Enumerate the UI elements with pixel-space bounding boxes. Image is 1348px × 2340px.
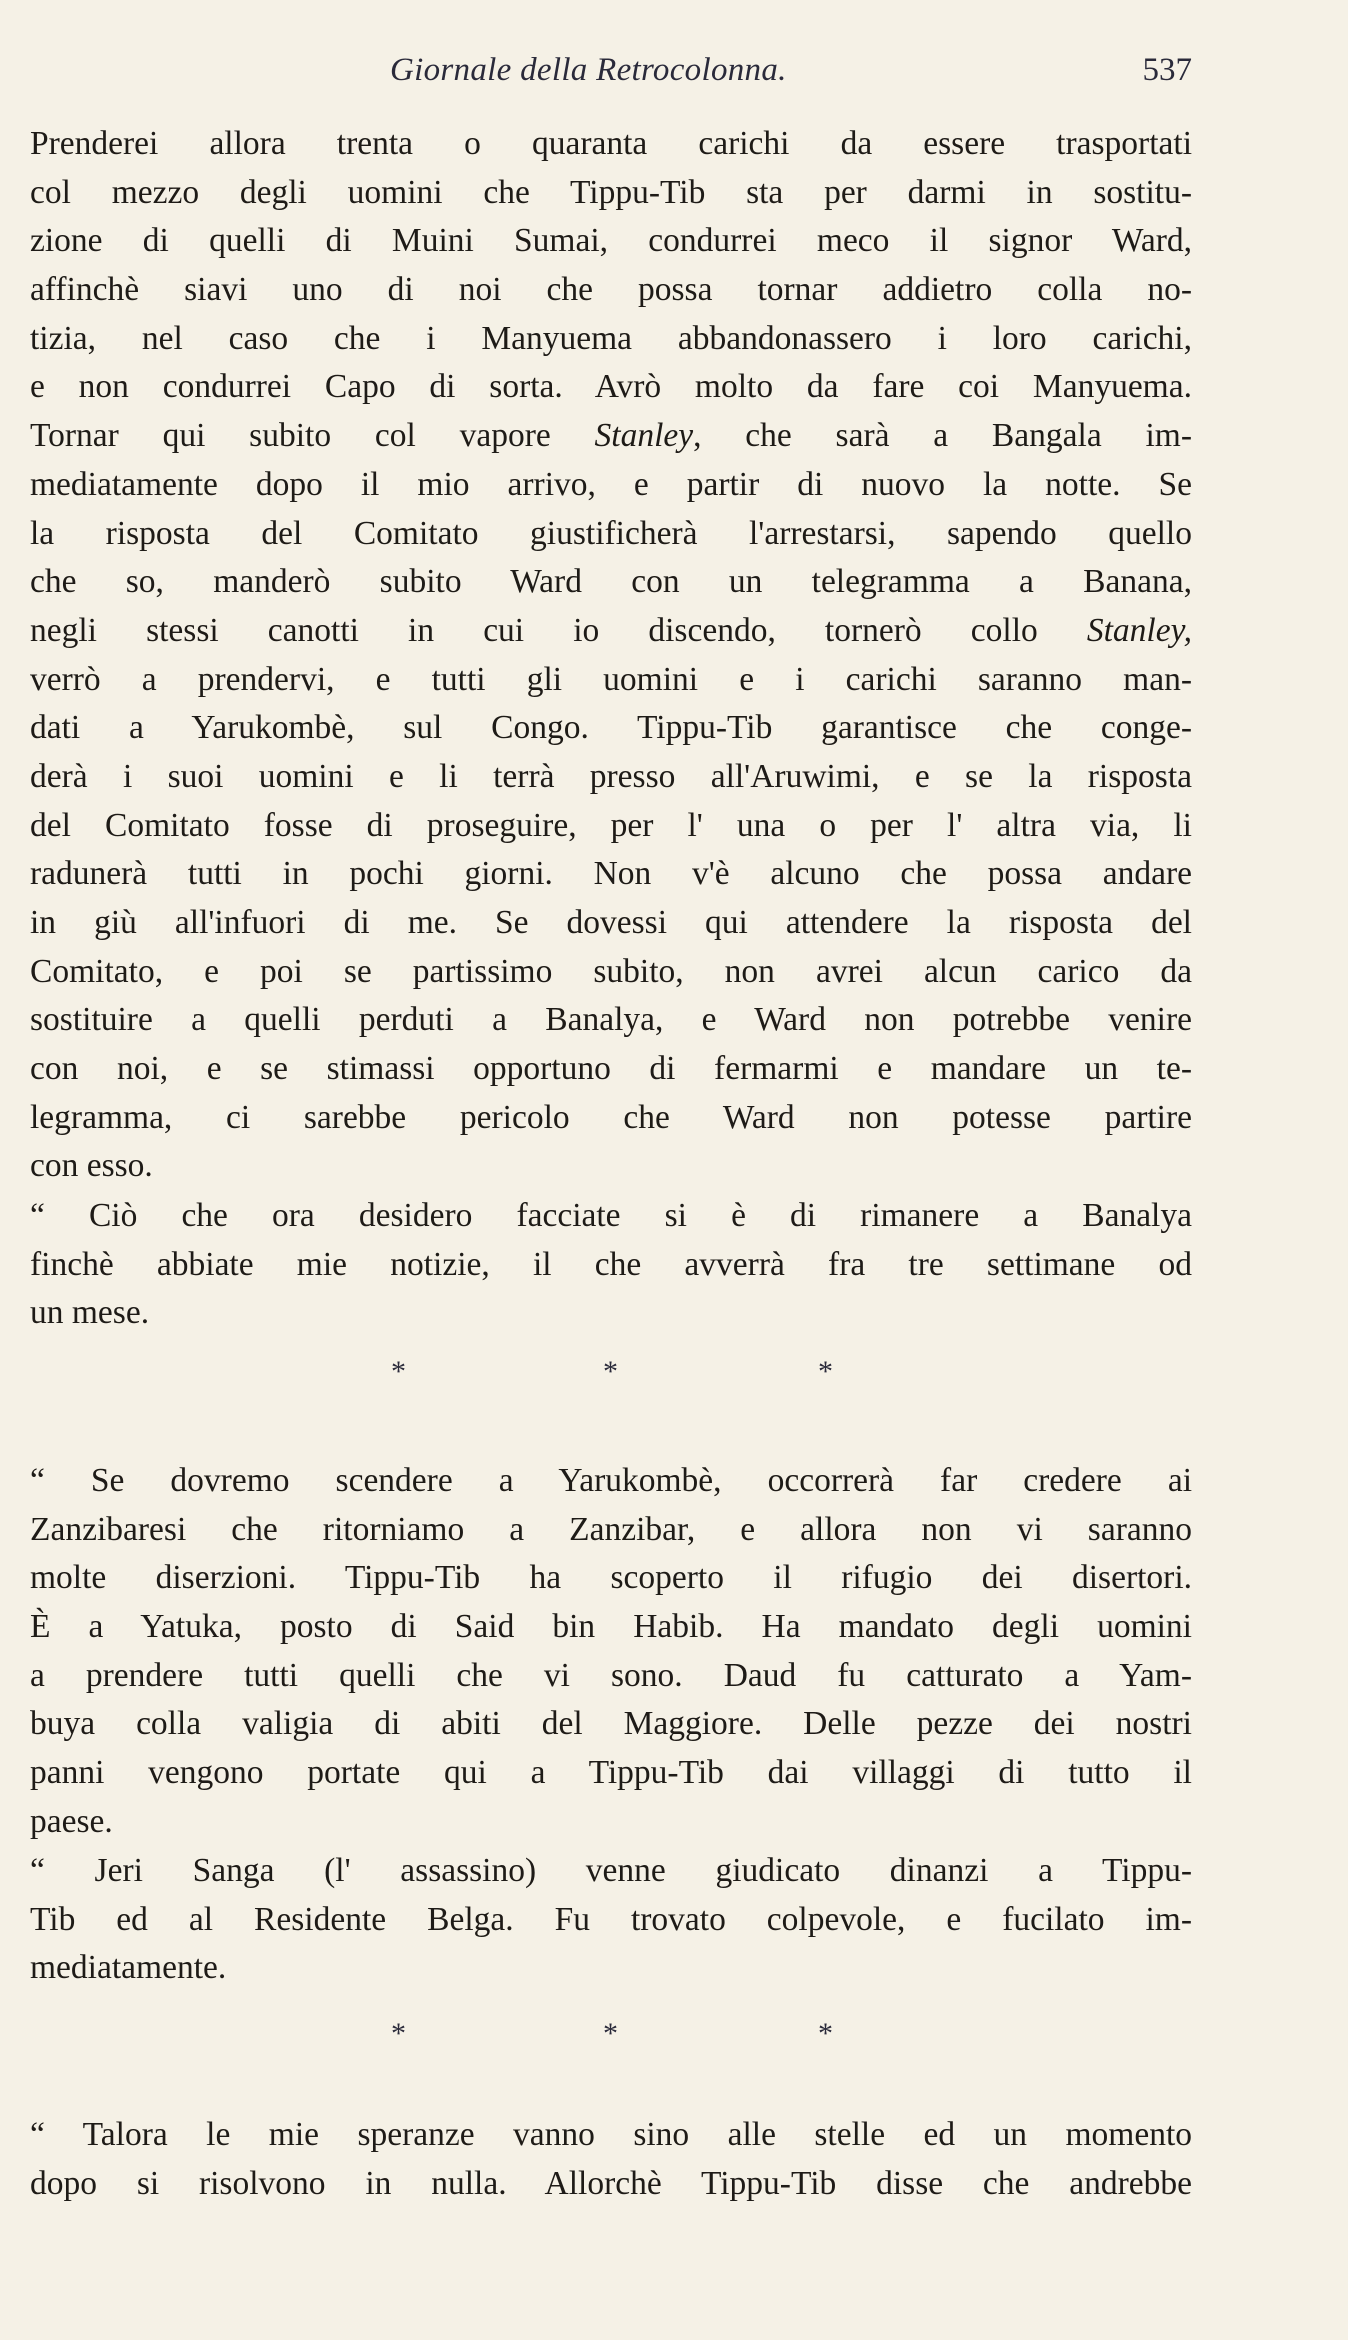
line-text: e non condurrei Capo di sorta. Avrò molto da fare coi Manyuema. [30,368,1192,406]
text-line [30,1749,1192,1798]
text-line [30,266,1192,315]
line-text: mediatamente. [30,1949,227,1987]
asterisk: * [603,1355,618,1388]
line-text: mediatamente dopo il mio arrivo, e partir di nuovo la notte. Se [30,465,1192,503]
line-text: paese. [30,1802,113,1840]
paragraph [30,1192,1192,1338]
line-text: negli stessi canotti in cui io discendo, tornerò collo [30,611,1087,649]
line-text: un mese. [30,1294,150,1332]
line-text: buya colla valigia di abiti del Maggiore. Delle pezze dei nostri [30,1705,1192,1743]
text-line [30,217,1192,266]
text-line [30,1603,1192,1652]
text-line [30,607,1192,656]
text-line [30,315,1192,364]
text-line [30,2111,1192,2160]
italic-text: Stanley [594,417,694,455]
text-line [30,704,1192,753]
text-line [30,1944,1192,1993]
line-text: col mezzo degli uomini che Tippu-Tib sta per darmi in sostitu- [30,173,1192,211]
section-separator [30,2017,1192,2050]
line-text: con noi, e se stimassi opportuno di fermarmi e mandare un te- [30,1050,1192,1088]
page-number: 537 [1142,52,1192,88]
text-line [30,996,1192,1045]
running-header [30,52,1192,92]
line-text: affinchè siavi uno di noi che possa tornar addietro colla no- [30,271,1192,309]
text-line [30,802,1192,851]
line-text: con esso. [30,1147,153,1185]
line-text: Zanzibaresi che ritorniamo a Zanzibar, e allora non vi saranno [30,1510,1192,1548]
line-text: Prenderei allora trenta o quaranta carichi da essere trasportati [30,125,1192,162]
text-line [30,1896,1192,1945]
text-line [30,1798,1192,1847]
line-text: panni vengono portate qui a Tippu-Tib dai villaggi di tutto il [30,1754,1192,1792]
asterisk: * [391,2017,406,2050]
text-line [30,461,1192,510]
text-line [30,412,1192,461]
line-text: a prendere tutti quelli che vi sono. Daud fu catturato a Yam- [30,1656,1192,1694]
text-line [30,1700,1192,1749]
text-line [30,1506,1192,1555]
line-text: zione di quelli di Muini Sumai, condurrei meco il signor Ward, [30,222,1192,260]
text-line [30,850,1192,899]
text-line [30,169,1192,218]
line-text: “ Ciò che ora desidero facciate si è di rimanere a Banalya [30,1197,1192,1234]
text-line [30,1847,1192,1896]
text-line [30,1192,1192,1241]
text-line [30,1094,1192,1143]
line-text: radunerà tutti in pochi giorni. Non v'è alcuno che possa andare [30,855,1192,893]
line-text: verrò a prendervi, e tutti gli uomini e i carichi saranno man- [30,660,1192,698]
running-title: Giornale della Retrocolonna. [390,52,787,88]
line-text: in giù all'infuori di me. Se dovessi qui attendere la risposta del [30,904,1192,941]
text-line [30,1142,1192,1191]
line-text: molte diserzioni. Tippu-Tib ha scoperto il rifugio dei disertori. [30,1559,1192,1597]
paragraph [30,120,1192,1191]
text-line [30,656,1192,705]
asterisk: * [391,1355,406,1388]
text-line [30,510,1192,559]
line-text: la risposta del Comitato giustificherà l'arrestarsi, sapendo quello [30,514,1192,552]
section-separator [30,1355,1192,1388]
line-text: legramma, ci sarebbe pericolo che Ward non potesse partire [30,1098,1192,1136]
text-line [30,2160,1192,2209]
text-line [30,1457,1192,1506]
line-text: tizia, nel caso che i Manyuema abbandonassero i loro carichi, [30,319,1192,357]
line-text: “ Jeri Sanga (l' assassino) venne giudicato dinanzi a Tippu- [30,1852,1192,1889]
line-text: È a Yatuka, posto di Said bin Habib. Ha mandato degli uomini [30,1608,1192,1646]
asterisk: * [818,1355,833,1388]
line-text: “ Se dovremo scendere a Yarukombè, occorrerà far credere ai [30,1462,1192,1499]
text-line [30,753,1192,802]
book-page [30,0,1192,2340]
line-text: Comitato, e poi se partissimo subito, non avrei alcun carico da [30,952,1192,990]
text-line [30,948,1192,997]
line-text: sostituire a quelli perduti a Banalya, e Ward non potrebbe venire [30,1001,1192,1039]
line-text: dati a Yarukombè, sul Congo. Tippu-Tib garantisce che conge- [30,709,1192,747]
asterisk: * [603,2017,618,2050]
text-line [30,1045,1192,1094]
line-text: Tornar qui subito col vapore [30,417,595,455]
italic-text: Stanley, [1086,611,1192,649]
line-text: del Comitato fosse di proseguire, per l' una o per l' altra via, li [30,806,1192,844]
text-line [30,558,1192,607]
paragraph [30,1457,1192,1847]
line-text: finchè abbiate mie notizie, il che avverrà fra tre settimane od [30,1245,1192,1283]
line-text: Tib ed al Residente Belga. Fu trovato colpevole, e fucilato im- [30,1900,1192,1938]
paragraph [30,1847,1192,1993]
line-text: “ Talora le mie speranze vanno sino alle stelle ed un momento [30,2116,1192,2153]
text-line [30,1241,1192,1290]
line-text: derà i suoi uomini e li terrà presso all'Aruwimi, e se la risposta [30,757,1192,795]
text-line [30,1289,1192,1338]
line-text: dopo si risolvono in nulla. Allorchè Tippu-Tib disse che andrebbe [30,2164,1192,2202]
line-text: che so, manderò subito Ward con un telegramma a Banana, [30,563,1192,601]
text-line [30,363,1192,412]
text-line [30,1554,1192,1603]
text-line [30,120,1192,169]
line-text: , che sarà a Bangala im- [693,417,1192,455]
text-line [30,899,1192,948]
paragraph [30,2111,1192,2208]
asterisk: * [818,2017,833,2050]
text-line [30,1652,1192,1701]
